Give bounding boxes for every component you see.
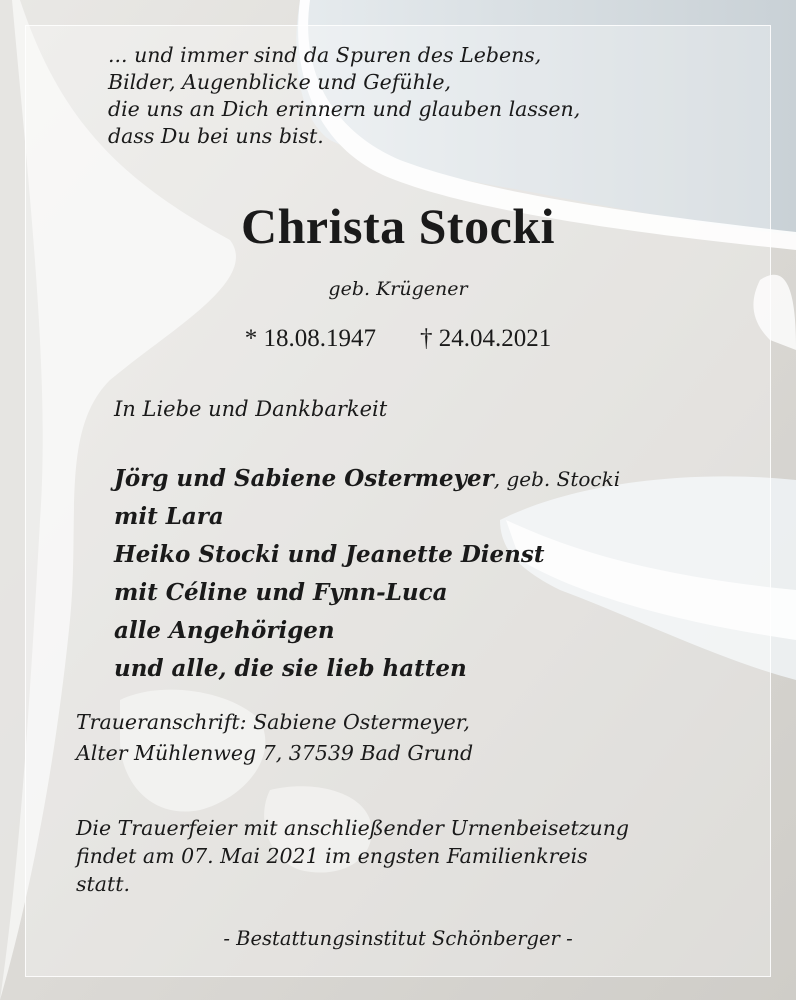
ceremony-notice: Die Trauerfeier mit anschließender Urnenbeisetzung findet am 07. Mai 2021 im engsten Familienkreis statt. [76, 816, 630, 896]
mourners-list [114, 460, 620, 688]
deceased-name: Christa Stocki [241, 198, 555, 254]
dedication-line: In Liebe und Dankbarkeit [114, 397, 388, 421]
death-date: † 24.04.2021 [420, 325, 552, 352]
mourner-line: mit Lara [114, 503, 224, 530]
undertaker-name: - Bestattungsinstitut Schönberger - [223, 927, 573, 950]
mourning-address: Traueranschrift: Sabiene Ostermeyer, Alter Mühlenweg 7, 37539 Bad Grund [76, 710, 474, 765]
mourner-line: alle Angehörigen [114, 617, 335, 644]
mourner-line: und alle, die sie lieb hatten [114, 655, 467, 682]
mourner-line: Jörg und Sabiene Ostermeyer, geb. Stocki [114, 465, 621, 492]
memorial-verse: ... und immer sind da Spuren des Lebens, Bilder, Augenblicke und Gefühle, die uns an Dich erinnern und glauben lassen, dass Du bei uns bist. [108, 43, 581, 148]
birth-date: * 18.08.1947 [244, 325, 376, 352]
birth-name: geb. Krügener [328, 278, 468, 300]
mourner-line: mit Céline und Fynn-Luca [114, 579, 448, 606]
life-dates [0, 324, 796, 354]
mourner-line: Heiko Stocki und Jeanette Dienst [114, 541, 545, 568]
